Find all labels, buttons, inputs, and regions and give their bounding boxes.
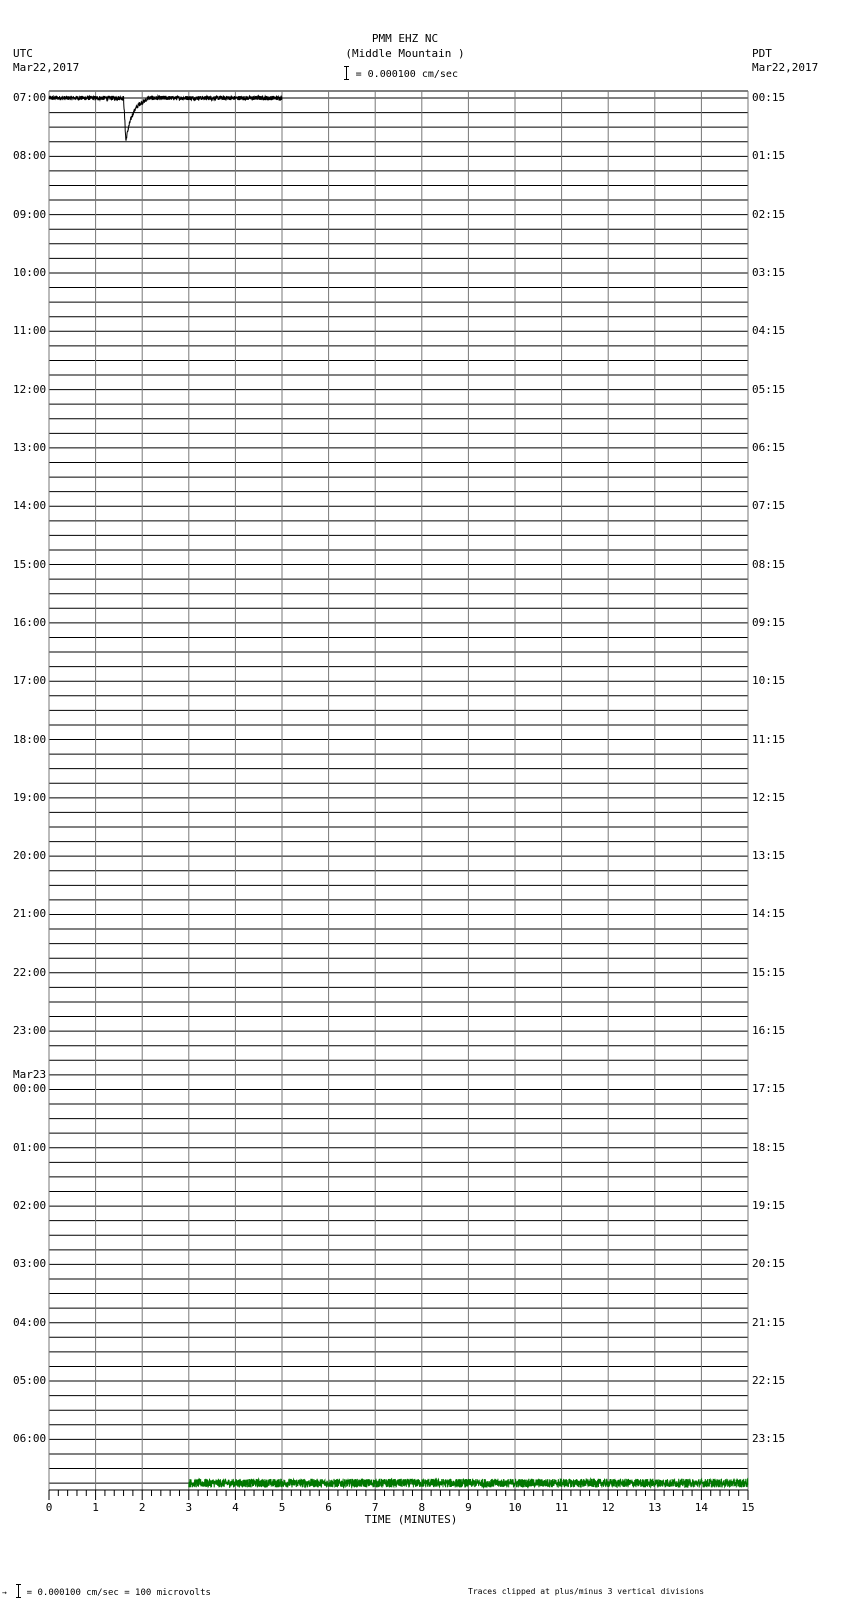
right-timezone: PDT [752,47,772,60]
x-tick-label: 9 [465,1501,472,1514]
pdt-hour-label: 19:15 [752,1199,786,1213]
station-title: PMM EHZ NC [371,32,439,45]
utc-hour-label: 04:00 [13,1315,47,1329]
pdt-hour-label: 11:15 [752,732,786,746]
pdt-hour-label: 14:15 [752,907,786,921]
x-tick-label: 14 [694,1501,709,1514]
pdt-hour-label: 06:15 [752,440,786,454]
utc-hour-label: 14:00 [13,499,47,513]
utc-hour-label: 23:00 [13,1024,47,1038]
x-tick-label: 1 [92,1501,99,1514]
scale-text: = 0.000100 cm/sec [355,69,458,80]
date-change-label: Mar23 [13,1068,47,1082]
x-tick-label: 15 [741,1501,755,1514]
utc-hour-label: 16:00 [13,615,47,629]
x-tick-label: 13 [648,1501,662,1514]
seismic-trace [49,96,282,141]
pdt-hour-label: 07:15 [752,499,786,513]
utc-hour-label: 18:00 [13,732,47,746]
utc-hour-label: 00:00 [13,1082,47,1096]
pdt-hour-label: 16:15 [752,1024,786,1038]
x-tick-label: 12 [601,1501,615,1514]
pdt-hour-label: 00:15 [752,91,786,104]
utc-hour-label: 02:00 [13,1199,47,1213]
x-tick-label: 6 [325,1501,332,1514]
utc-hour-label: 13:00 [13,440,47,454]
utc-hour-label: 11:00 [13,324,47,338]
pdt-hour-label: 20:15 [752,1257,786,1271]
x-tick-label: 8 [418,1501,426,1514]
pdt-hour-label: 01:15 [752,149,786,163]
pdt-hour-label: 17:15 [752,1082,786,1096]
right-date: Mar22,2017 [752,61,819,74]
utc-hour-label: 01:00 [13,1140,47,1154]
utc-hour-label: 21:00 [13,907,47,921]
left-date: Mar22,2017 [13,61,80,74]
seismic-trace [189,1479,748,1488]
pdt-hour-label: 23:15 [752,1432,786,1446]
left-timezone: UTC [13,47,33,60]
station-location: (Middle Mountain ) [345,47,465,60]
pdt-hour-label: 02:15 [752,207,786,221]
utc-hour-label: 17:00 [13,674,47,688]
pdt-hour-label: 09:15 [752,615,786,629]
pdt-hour-label: 12:15 [752,790,786,804]
x-tick-label: 11 [554,1501,569,1514]
footer-scale-text: = 0.000100 cm/sec = 100 microvolts [26,1588,211,1598]
utc-hour-label: 22:00 [13,965,47,979]
x-axis [46,1490,755,1514]
x-tick-label: 3 [185,1501,193,1514]
pdt-hour-label: 08:15 [752,557,786,571]
utc-hour-label: 07:00 [13,91,47,104]
footer-scale [2,1584,211,1599]
utc-hour-label: 06:00 [13,1432,47,1446]
x-axis-title: TIME (MINUTES) [364,1513,458,1526]
pdt-hour-label: 18:15 [752,1140,786,1154]
pdt-hour-label: 04:15 [752,324,786,338]
utc-hour-label: 12:00 [13,382,47,396]
utc-hour-label: 08:00 [13,149,47,163]
utc-hour-label: 10:00 [13,265,47,279]
x-tick-label: 10 [508,1501,522,1514]
pdt-hour-label: 22:15 [752,1374,786,1388]
grid [49,91,748,1490]
x-tick-label: 4 [232,1501,239,1514]
utc-hour-label: 20:00 [13,849,47,863]
pdt-hour-label: 03:15 [752,265,786,279]
footer-scale-bar-icon [16,1584,21,1598]
pdt-hour-label: 13:15 [752,849,786,863]
utc-hour-label: 15:00 [13,557,47,571]
pdt-hour-label: 15:15 [752,965,786,979]
utc-hour-label: 05:00 [13,1374,47,1388]
x-tick-label: 5 [278,1501,286,1514]
x-tick-label: 7 [371,1501,379,1514]
utc-hour-label: 19:00 [13,790,47,804]
footer-clip-note: Traces clipped at plus/minus 3 vertical divisions [468,1587,705,1596]
x-tick-label: 2 [138,1501,146,1514]
x-tick-label: 0 [45,1501,53,1514]
pdt-hour-label: 10:15 [752,674,786,688]
footer-arrow-icon: → [2,1588,7,1597]
utc-hour-label: 03:00 [13,1257,47,1271]
utc-hour-label: 09:00 [13,207,47,221]
pdt-hour-label: 05:15 [752,382,786,396]
pdt-hour-label: 21:15 [752,1315,786,1329]
